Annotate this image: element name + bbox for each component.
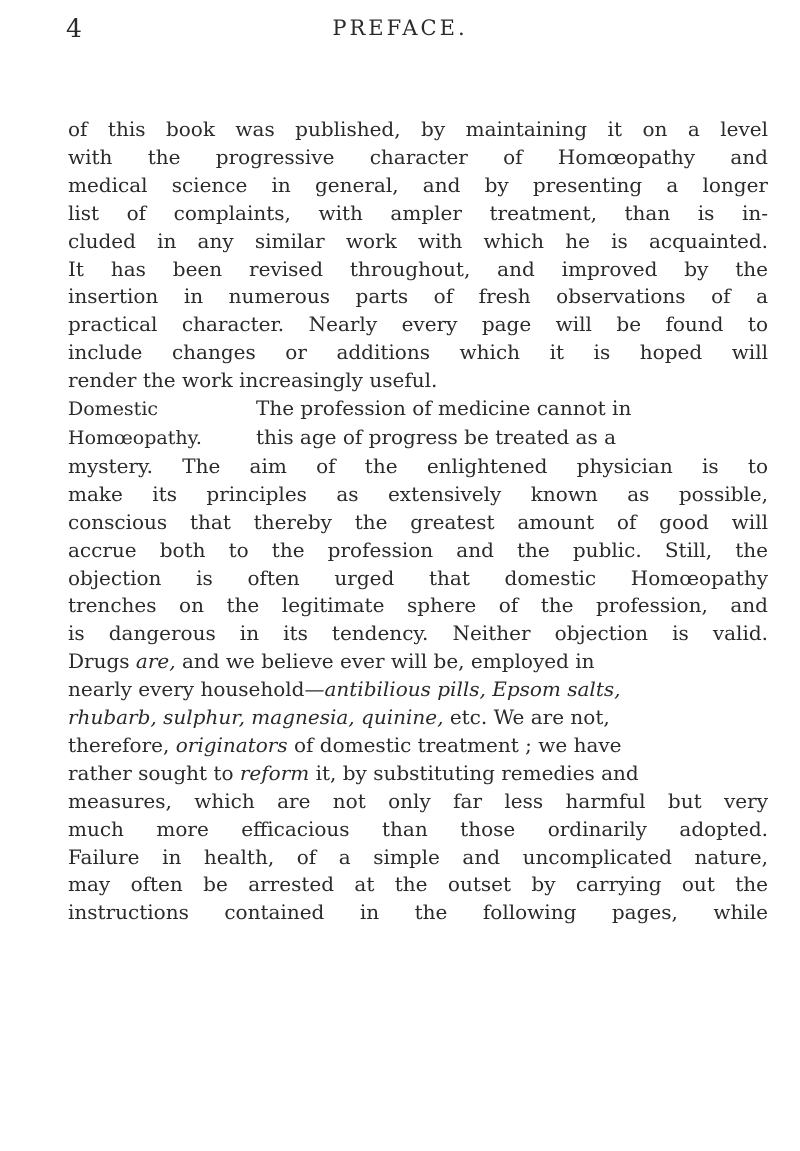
text-line: is dangerous in its tendency. Neither objection is valid. xyxy=(68,621,768,646)
text-span: etc. We are not, xyxy=(449,705,610,730)
emphasis: originators xyxy=(175,732,288,757)
text-line xyxy=(68,760,768,788)
text-line: this age of progress be treated as a xyxy=(256,424,616,449)
emphasis: reform xyxy=(239,760,310,785)
text-line: Failure in health, of a simple and uncomplicated nature, xyxy=(68,844,768,869)
text-line: The profession of medicine cannot in xyxy=(256,396,632,421)
text-line: with the progressive character of Homœopathy and xyxy=(68,144,768,169)
text-line: accrue both to the profession and the public. Still, the xyxy=(68,537,768,562)
text-line: may often be arrested at the outset by carrying out the xyxy=(68,872,768,897)
text-line xyxy=(68,676,768,704)
page-number: 4 xyxy=(66,14,83,43)
text-line: conscious that thereby the greatest amount of good will xyxy=(68,509,768,534)
text-line-with-sidenote xyxy=(68,395,768,424)
text-line: measures, which are not only far less harmful but very xyxy=(68,788,768,813)
text-line: insertion in numerous parts of fresh observations of a xyxy=(68,284,768,309)
text-span: Drugs xyxy=(68,649,130,674)
text-span: rather sought to xyxy=(68,760,234,785)
text-line: much more efficacious than those ordinarily adopted. xyxy=(68,816,768,841)
text-line xyxy=(68,704,768,732)
text-line xyxy=(68,732,768,760)
text-line: objection is often urged that domestic Homœopathy xyxy=(68,565,768,590)
text-line: list of complaints, with ampler treatment, than is in- xyxy=(68,200,768,225)
emphasis: are, xyxy=(135,649,176,674)
emphasis: rhubarb, sulphur, magnesia, quinine, xyxy=(68,705,444,730)
text-line: render the work increasingly useful. xyxy=(68,368,438,393)
text-span: of domestic treatment ; we have xyxy=(293,732,622,757)
running-title: PREFACE. xyxy=(332,16,468,40)
text-line: It has been revised throughout, and improved by the xyxy=(68,256,768,281)
text-span: and we believe ever will be, employed in xyxy=(181,649,595,674)
text-span: it, by substituting remedies and xyxy=(315,760,639,785)
text-line: practical character. Nearly every page will be found to xyxy=(68,312,768,337)
sidenote-line: Homœopathy. xyxy=(68,426,202,449)
text-line: instructions contained in the following pages, while xyxy=(68,900,768,925)
text-line xyxy=(68,648,768,676)
text-line: medical science in general, and by presenting a longer xyxy=(68,172,768,197)
body-text xyxy=(68,116,768,927)
text-line: include changes or additions which it is hoped will xyxy=(68,340,768,365)
text-span: nearly every household— xyxy=(68,677,325,702)
text-line-with-sidenote xyxy=(68,424,768,453)
emphasis: antibilious pills, Epsom salts, xyxy=(324,677,621,702)
text-line: cluded in any similar work with which he is acquainted. xyxy=(68,228,768,253)
text-line: trenches on the legitimate sphere of the profession, and xyxy=(68,593,768,618)
sidenote-line: Domestic xyxy=(68,398,159,421)
text-line: mystery. The aim of the enlightened physician is to xyxy=(68,453,768,478)
text-line: make its principles as extensively known as possible, xyxy=(68,481,768,506)
text-line: of this book was published, by maintaining it on a level xyxy=(68,117,768,141)
text-span: therefore, xyxy=(68,732,170,757)
